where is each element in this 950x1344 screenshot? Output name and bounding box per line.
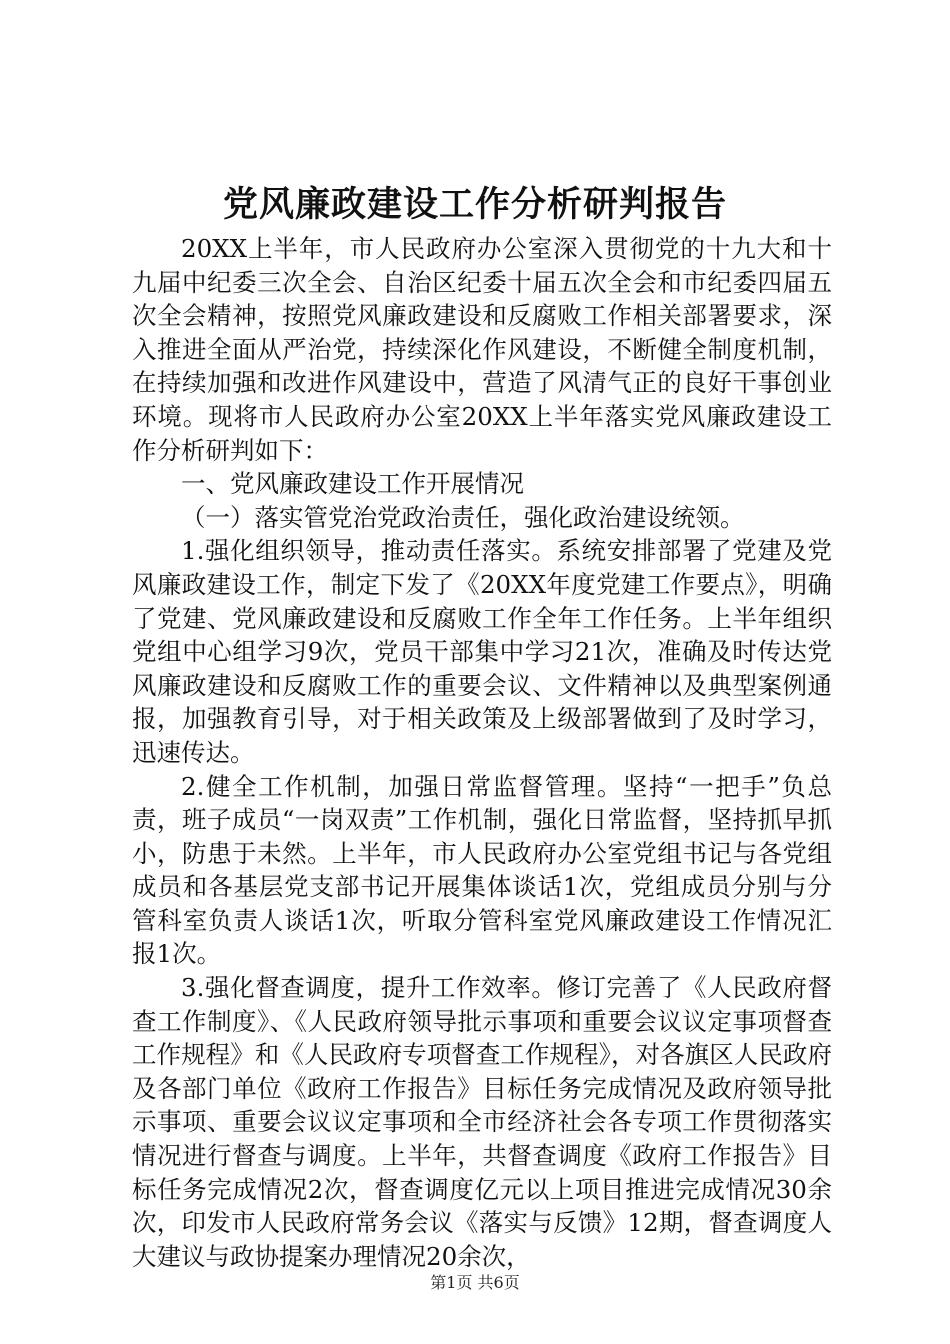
page-number-footer: 第1页 共6页 bbox=[430, 1273, 520, 1292]
paragraph-item-3: 3.强化督查调度，提升工作效率。修订完善了《人民政府督查工作制度》、《人民政府领导批示事项和重要会议议定事项督查工作规程》和《人民政府专项督查工作规程》，对各旗区人民政府及各部门单位《政府工作报告》目标任务完成情况及政府领导批示事项、重要会议议定事项和全市经济社会各专项工作贯彻落实情况进行督查与调度。上半年，共督查调度《政府工作报告》目标任务完成情况2次，督查调度亿元以上项目推进完成情况30余次，印发市人民政府常务会议《落实与反馈》12期，督查调度人大建议与政协提案办理情况20余次， bbox=[132, 973, 832, 1271]
paragraph-intro: 20XX上半年，市人民政府办公室深入贯彻党的十九大和十九届中纪委三次全会、自治区纪委十届五次全会和市纪委四届五次全会精神，按照党风廉政建设和反腐败工作相关部署要求，深入推进全面从严治党，持续深化作风建设，不断健全制度机制，在持续加强和改进作风建设中，营造了风清气正的良好干事创业环境。现将市人民政府办公室20XX上半年落实党风廉政建设工作分析研判如下： bbox=[132, 234, 832, 465]
subsection-heading: （一）落实管党治党政治责任，强化政治建设统领。 bbox=[181, 502, 745, 532]
paragraph-item-1: 1.强化组织领导，推动责任落实。系统安排部署了党建及党风廉政建设工作，制定下发了《20XX年度党建工作要点》，明确了党建、党风廉政建设和反腐败工作全年工作任务。上半年组织党组中心组学习9次，党员干部集中学习21次，准确及时传达党风廉政建设和反腐败工作的重要会议、文件精神以及典型案例通报，加强教育引导，对于相关政策及上级部署做到了及时学习，迅速传达。 bbox=[132, 536, 832, 767]
section-heading: 一、党风廉政建设工作开展情况 bbox=[181, 469, 524, 499]
document-title: 党风廉政建设工作分析研判报告 bbox=[222, 184, 727, 225]
paragraph-item-2: 2.健全工作机制，加强日常监督管理。坚持“一把手”负总责，班子成员“一岗双责”工作机制，强化日常监督，坚持抓早抓小，防患于未然。上半年，市人民政府办公室党组书记与各党组成员和各基层党支部书记开展集体谈话1次，党组成员分别与分管科室负责人谈话1次，听取分管科室党风廉政建设工作情况汇报1次。 bbox=[132, 771, 832, 969]
document-body bbox=[132, 232, 832, 1273]
